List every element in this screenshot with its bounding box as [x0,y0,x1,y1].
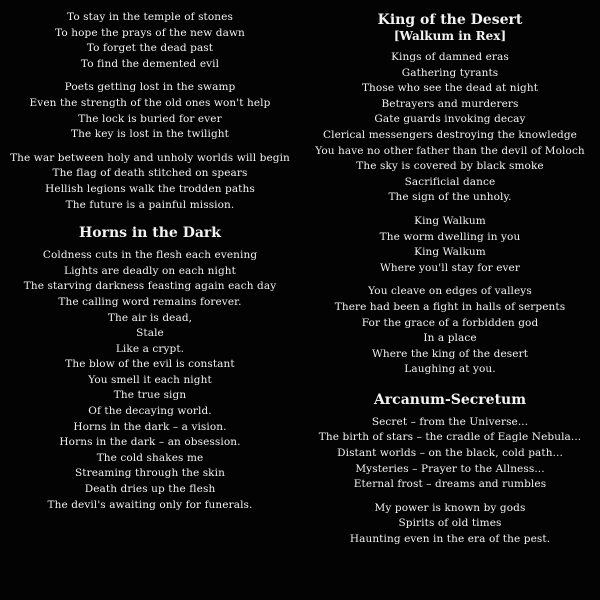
lyric-line: Stale [136,327,164,340]
lyric-line: Of the decaying world. [88,405,212,418]
horns-in-the-dark-song [0,221,300,513]
lyric-line: Where you'll stay for ever [380,261,520,274]
lyric-line: The starving darkness feasting again each day [23,280,277,293]
lyric-line: The flag of death stitched on spears [52,167,248,180]
lyric-line: You smell it each night [88,373,212,386]
lyric-line: Haunting even in the era of the pest. [349,533,551,546]
lyric-line: The war between holy and unholy worlds will begin [10,151,290,164]
lyric-line: The key is lost in the twilight [71,128,229,141]
lyric-line: Coldness cuts in the flesh each evening [42,249,258,262]
stanza [300,415,600,493]
lyric-line: Horns in the dark – an obsession. [59,436,241,449]
horns-in-the-dark-lyrics [0,248,300,513]
lyric-line: To find the demented evil [80,57,220,70]
arcanum-secretum-lyrics [300,415,600,548]
lyric-line: The future is a painful mission. [65,198,235,211]
lyric-line: Gathering tyrants [401,66,499,79]
lyric-line: Death dries up the flesh [84,483,216,496]
lyric-line: The lock is buried for ever [78,112,222,125]
lyric-line: Horns in the dark – a vision. [73,420,227,433]
lyric-line: King Walkum [414,214,486,227]
lyric-line: Betrayers and murderers [381,97,519,110]
song-title-horns-in-the-dark: Horns in the Dark [79,225,221,242]
lyric-line: The calling word remains forever. [58,295,242,308]
lyric-line: The air is dead, [107,311,193,324]
lyric-line: The sign of the unholy. [388,191,512,204]
lyric-line: Like a crypt. [115,342,185,355]
lyric-line: Streaming through the skin [75,467,225,480]
song-title-arcanum-secretum: Arcanum-Secretum [373,391,527,408]
stanza [300,284,600,378]
lyric-line: To forget the dead past [86,42,214,55]
lyric-line: Gate guards invoking decay [374,113,526,126]
lyric-line: Spirits of old times [398,517,502,530]
song-title-king-of-the-desert: King of the Desert [377,12,523,28]
lyric-line: Distant worlds – on the black, cold path... [337,447,563,460]
lyric-line: Where the king of the desert [371,347,529,360]
lyric-line: Kings of damned eras [391,51,509,63]
stanza [0,80,300,142]
arcanum-secretum-song [300,386,600,548]
stanza [300,50,600,206]
lyric-line: You cleave on edges of valleys [368,285,532,298]
lyric-line: The cold shakes me [96,451,204,464]
lyric-line: There had been a fight in halls of serpents [334,300,566,313]
lyric-line: Even the strength of the old ones won't help [29,96,271,109]
lyric-line: The blow of the evil is constant [65,358,235,371]
lyric-line: Secret – from the Universe... [371,415,529,428]
lyric-line: Lights are deadly on each night [64,264,236,277]
lyric-line: The birth of stars – the cradle of Eagle Nebula... [318,431,582,444]
stanza [300,214,600,276]
stanza [0,10,300,72]
lyric-line: Mysteries – Prayer to the Allness... [355,462,545,475]
lyric-line: My power is known by gods [374,501,526,514]
left-intro-verses [0,0,300,213]
stanza [300,501,600,548]
lyric-line: The sky is covered by black smoke [356,160,544,173]
lyric-line: The true sign [113,389,187,402]
lyric-line: Clerical messengers destroying the knowledge [322,128,577,141]
lyric-line: To hope the prays of the new dawn [55,26,245,39]
lyric-line: Those who see the dead at night [361,82,539,95]
king-of-the-desert-lyrics [300,50,600,378]
lyric-line: The worm dwelling in you [379,230,521,243]
right-column [300,0,600,556]
king-of-the-desert-song [300,0,600,378]
lyric-line: In a place [423,332,477,345]
left-column [0,0,300,513]
lyric-line: The devil's awaiting only for funerals. [47,498,253,511]
lyric-line: You have no other father than the devil of Moloch [315,144,585,157]
lyric-line: Laughing at you. [404,363,496,376]
lyric-line: Eternal frost – dreams and rumbles [353,478,547,491]
lyric-line: To stay in the temple of stones [67,11,233,23]
lyric-line: Hellish legions walk the trodden paths [45,182,255,195]
lyric-line: King Walkum [414,246,486,259]
lyric-line: Poets getting lost in the swamp [64,81,236,94]
lyric-line: For the grace of a forbidden god [361,316,539,329]
stanza [0,151,300,213]
song-subtitle-walkum-in-rex: [Walkum in Rex] [393,29,507,43]
lyric-line: Sacrificial dance [404,175,496,188]
